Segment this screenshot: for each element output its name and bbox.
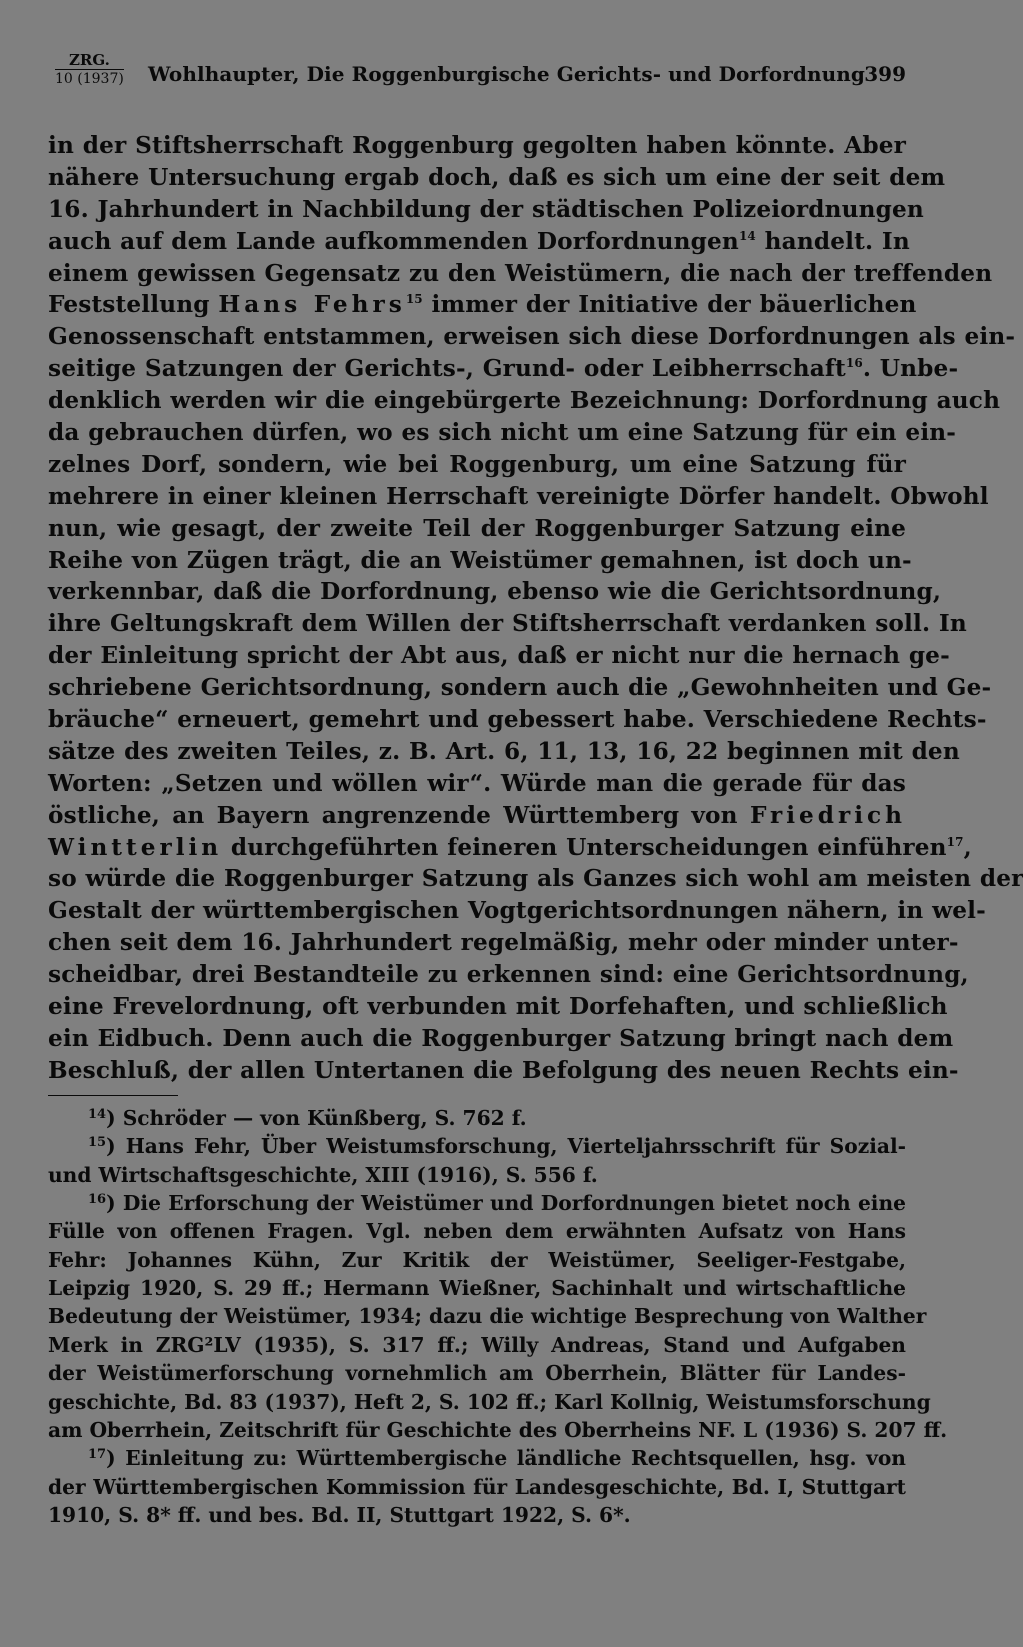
footnote-line: Bedeutung der Weistümer, 1934; dazu die wichtige Besprechung von Walther — [48, 1304, 927, 1329]
text-line: Gestalt der württembergischen Vogtgerichtsordnungen nähern, in wel- — [48, 897, 986, 925]
text-line: ein Eidbuch. Denn auch die Roggenburger Satzung bringt nach dem — [48, 1024, 954, 1052]
footnote-line: Fülle von offenen Fragen. Vgl. neben dem erwähnten Aufsatz von Hans — [48, 1219, 906, 1244]
text-line: chen seit dem 16. Jahrhundert regelmäßig, mehr oder minder unter- — [48, 929, 959, 957]
footnote-ref[interactable]: 17 — [946, 834, 964, 849]
running-title: Wohlhaupter, Die Roggenburgische Gerichts- und Dorfordnung — [148, 62, 865, 86]
footnote-line: $^{14}$) Schröder — von Künßberg, S. 762 f. — [88, 1105, 527, 1130]
text-line: mehrere in einer kleinen Herrschaft vereinigte Dörfer handelt. Obwohl — [48, 482, 989, 510]
text-line: in der Stiftsherrschaft Roggenburg gegolten haben könnte. Aber — [48, 132, 906, 159]
text-line: Feststellung Hans Fehrs$^{15}$ immer der Initiative der bäuerlichen — [48, 291, 917, 319]
journal-reference — [55, 52, 124, 88]
footnote-line: Merk in ZRG²LV (1935), S. 317 ff.; Willy Andreas, Stand und Aufgaben — [48, 1332, 906, 1357]
text-line: so würde die Roggenburger Satzung als Ganzes sich wohl am meisten der — [48, 865, 1023, 893]
text-line: Worten: „Setzen und wöllen wir“. Würde man die gerade für das — [48, 769, 906, 797]
text-line: scheidbar, drei Bestandteile zu erkennen sind: eine Gerichtsordnung, — [48, 961, 969, 989]
footnote-line: am Oberrhein, Zeitschrift für Geschichte des Oberrheins NF. L (1936) S. 207 ff. — [48, 1418, 948, 1443]
footnote-line: und Wirtschaftsgeschichte, XIII (1916), S. 556 f. — [48, 1162, 598, 1187]
footnote-line: geschichte, Bd. 83 (1937), Heft 2, S. 102 ff.; Karl Kollnig, Weistumsforschung — [48, 1389, 931, 1414]
text-line: auch auf dem Lande aufkommenden Dorfordnungen$^{14}$ handelt. In — [48, 227, 910, 255]
footnote-line: Leipzig 1920, S. 29 ff.; Hermann Wießner, Sachinhalt und wirtschaftliche — [48, 1276, 906, 1301]
footnote-line: $^{16}$) Die Erforschung der Weistümer und Dorfordnungen bietet noch eine — [88, 1190, 906, 1215]
footnote-17 — [48, 1444, 906, 1529]
footnote-separator — [48, 1095, 178, 1096]
footnote-14 — [48, 1104, 906, 1132]
text-line: Wintterlin durchgeführten feineren Unterscheidungen einführen$^{17}$, — [48, 833, 972, 861]
footnote-15 — [48, 1132, 906, 1189]
text-line: nähere Untersuchung ergab doch, daß es sich um eine der seit dem — [48, 163, 946, 191]
text-line: eine Frevelordnung, oft verbunden mit Dorfehaften, und schließlich — [48, 993, 948, 1021]
footnote-line: $^{15}$) Hans Fehr, Über Weistumsforschung, Vierteljahrsschrift für Sozial- — [88, 1134, 906, 1159]
text-line: sätze des zweiten Teiles, z. B. Art. 6, 11, 13, 16, 22 beginnen mit den — [48, 737, 960, 765]
footnote-line: 1910, S. 8* ff. und bes. Bd. II, Stuttgart 1922, S. 6*. — [48, 1503, 631, 1528]
text-line: da gebrauchen dürfen, wo es sich nicht um eine Satzung für ein ein- — [48, 419, 957, 447]
text-line: der Einleitung spricht der Abt aus, daß er nicht nur die hernach ge- — [48, 642, 950, 670]
text-line: bräuche“ erneuert, gemehrt und gebessert habe. Verschiedene Rechts- — [48, 706, 987, 734]
footnote-line: der Württembergischen Kommission für Landesgeschichte, Bd. I, Stuttgart — [48, 1474, 906, 1499]
footnote-line: Fehr: Johannes Kühn, Zur Kritik der Weistümer, Seeliger-Festgabe, — [48, 1247, 906, 1272]
journal-volume: 10 (1937) — [55, 71, 124, 87]
main-text — [48, 130, 1023, 1087]
page-header — [48, 52, 906, 98]
text-line: Reihe von Zügen trägt, die an Weistümer gemahnen, ist doch un- — [48, 546, 912, 574]
text-line: 16. Jahrhundert in Nachbildung der städtischen Polizeiordnungen — [48, 195, 924, 223]
text-line: nun, wie gesagt, der zweite Teil der Roggenburger Satzung eine — [48, 514, 906, 542]
footnote-line: der Weistümerforschung vornehmlich am Oberrhein, Blätter für Landes- — [48, 1361, 906, 1386]
text-line: Genossenschaft entstammen, erweisen sich diese Dorfordnungen als ein- — [48, 323, 1016, 351]
footnote-ref[interactable]: 14 — [738, 228, 756, 243]
text-line: zelnes Dorf, sondern, wie bei Roggenburg, um eine Satzung für — [48, 450, 906, 478]
footnotes — [48, 1104, 948, 1530]
text-line: denklich werden wir die eingebürgerte Bezeichnung: Dorfordnung auch — [48, 387, 1001, 415]
book-page — [48, 51, 1023, 1530]
footnote-16 — [48, 1189, 948, 1445]
author-name: Wintterlin — [48, 833, 223, 861]
text-line: einem gewissen Gegensatz zu den Weistümern, die nach der treffenden — [48, 259, 993, 287]
text-line: Beschluß, der allen Untertanen die Befolgung des neuen Rechts ein- — [48, 1056, 959, 1084]
footnote-ref[interactable]: 16 — [845, 356, 863, 371]
text-line: östliche, an Bayern angrenzende Württemberg von Friedrich — [48, 801, 906, 829]
text-line: schriebene Gerichtsordnung, sondern auch die „Gewohnheiten und Ge- — [48, 674, 992, 702]
footnote-line: $^{17}$) Einleitung zu: Württembergische ländliche Rechtsquellen, hsg. von — [88, 1446, 906, 1471]
footnote-ref[interactable]: 15 — [405, 292, 423, 307]
journal-abbrev: ZRG. — [68, 51, 110, 69]
text-line: verkennbar, daß die Dorfordnung, ebenso wie die Gerichtsordnung, — [48, 578, 942, 606]
author-name: Friedrich — [749, 801, 906, 829]
text-line: seitige Satzungen der Gerichts-, Grund- oder Leibherrschaft$^{16}$. Unbe- — [48, 355, 959, 383]
author-name: Hans Fehrs — [218, 291, 406, 319]
page-number: 399 — [864, 62, 906, 86]
text-line: ihre Geltungskraft dem Willen der Stiftsherrschaft verdanken soll. In — [48, 610, 967, 638]
